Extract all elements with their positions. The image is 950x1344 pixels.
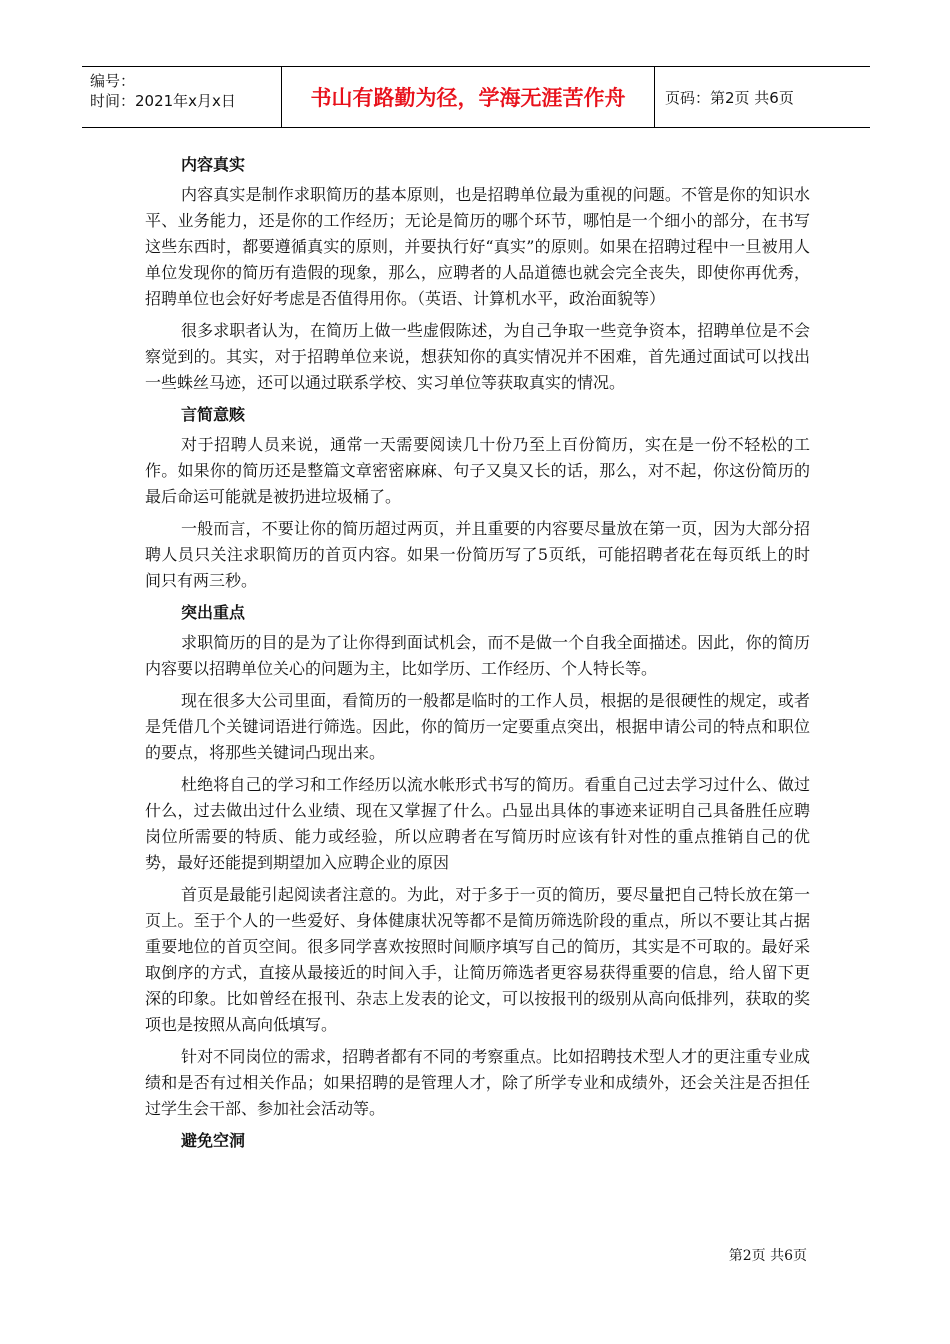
doc-time-label: 时间：2021年x月x日 <box>90 92 236 110</box>
header-page-code: 页码：第2页 共6页 <box>665 88 794 107</box>
section-heading: 言简意赅 <box>181 405 246 424</box>
paragraph: 首页是最能引起阅读者注意的。为此，对于多于一页的简历，要尽量把自己特长放在第一页上。至于个人的一些爱好、身体健康状况等都不是简历筛选阶段的重点，所以不要让其占据重要地位的首页空间。很多同学喜欢按照时间顺序填写自己的简历，其实是不可取的。最好采取倒序的方式，直接从最接近的时间入手，让简历筛选者更容易获得重要的信息，给人留下更深的印象。比如曾经在报刊、杂志上发表的论文，可以按报刊的级别从高向低排列，获取的奖项也是按照从高向低填写。 <box>145 885 810 1034</box>
section-heading: 避免空洞 <box>181 1131 246 1150</box>
paragraph: 对于招聘人员来说，通常一天需要阅读几十份乃至上百份简历，实在是一份不轻松的工作。如果你的简历还是整篇文章密密麻麻、句子又臭又长的话，那么，对不起，你这份简历的最后命运可能就是被扔进垃圾桶了。 <box>145 435 810 506</box>
page-footer: 第2页 共6页 <box>728 1248 807 1264</box>
section-concise <box>145 402 810 594</box>
header-motto: 书山有路勤为径，学海无涯苦作舟 <box>282 67 655 127</box>
paragraph: 现在很多大公司里面，看简历的一般都是临时的工作人员，根据的是很硬性的规定，或者是凭借几个关键词语进行筛选。因此，你的简历一定要重点突出，根据申请公司的特点和职位的要点，将那些关键词凸现出来。 <box>145 691 810 762</box>
paragraph: 一般而言，不要让你的简历超过两页，并且重要的内容要尽量放在第一页，因为大部分招聘人员只关注求职简历的首页内容。如果一份简历写了5页纸，可能招聘者花在每页纸上的时间只有两三秒。 <box>145 519 810 590</box>
paragraph: 求职简历的目的是为了让你得到面试机会，而不是做一个自我全面描述。因此，你的简历内容要以招聘单位关心的问题为主，比如学历、工作经历、个人特长等。 <box>145 633 810 678</box>
paragraph: 针对不同岗位的需求，招聘者都有不同的考察重点。比如招聘技术型人才的更注重专业成绩和是否有过相关作品；如果招聘的是管理人才，除了所学专业和成绩外，还会关注是否担任过学生会干部、参加社会活动等。 <box>145 1047 810 1118</box>
doc-number-label: 编号： <box>90 72 136 90</box>
section-avoid-empty <box>145 1128 810 1154</box>
paragraph: 内容真实是制作求职简历的基本原则，也是招聘单位最为重视的问题。不管是你的知识水平、业务能力，还是你的工作经历；无论是简历的哪个环节，哪怕是一个细小的部分，在书写这些东西时，都要遵循真实的原则，并要执行好“真实”的原则。如果在招聘过程中一旦被用人单位发现你的简历有造假的现象，那么，应聘者的人品道德也就会完全丧失，即使你再优秀，招聘单位也会好好考虑是否值得用你。（英语、计算机水平，政治面貌等） <box>145 185 810 308</box>
section-heading: 内容真实 <box>181 155 246 174</box>
paragraph: 杜绝将自己的学习和工作经历以流水帐形式书写的简历。看重自己过去学习过什么、做过什么，过去做出过什么业绩、现在又掌握了什么。凸显出具体的事迹来证明自己具备胜任应聘岗位所需要的特质、能力或经验，所以应聘者在写简历时应该有针对性的重点推销自己的优势，最好还能提到期望加入应聘企业的原因 <box>145 775 810 872</box>
section-highlight <box>145 600 810 1122</box>
section-content-truth <box>145 152 810 396</box>
page-header <box>82 66 870 128</box>
header-meta <box>82 67 282 127</box>
section-heading: 突出重点 <box>181 603 246 622</box>
document-body <box>145 152 810 1158</box>
paragraph: 很多求职者认为，在简历上做一些虚假陈述，为自己争取一些竞争资本，招聘单位是不会察觉到的。其实，对于招聘单位来说，想获知你的真实情况并不困难，首先通过面试可以找出一些蛛丝马迹，还可以通过联系学校、实习单位等获取真实的情况。 <box>145 321 810 392</box>
